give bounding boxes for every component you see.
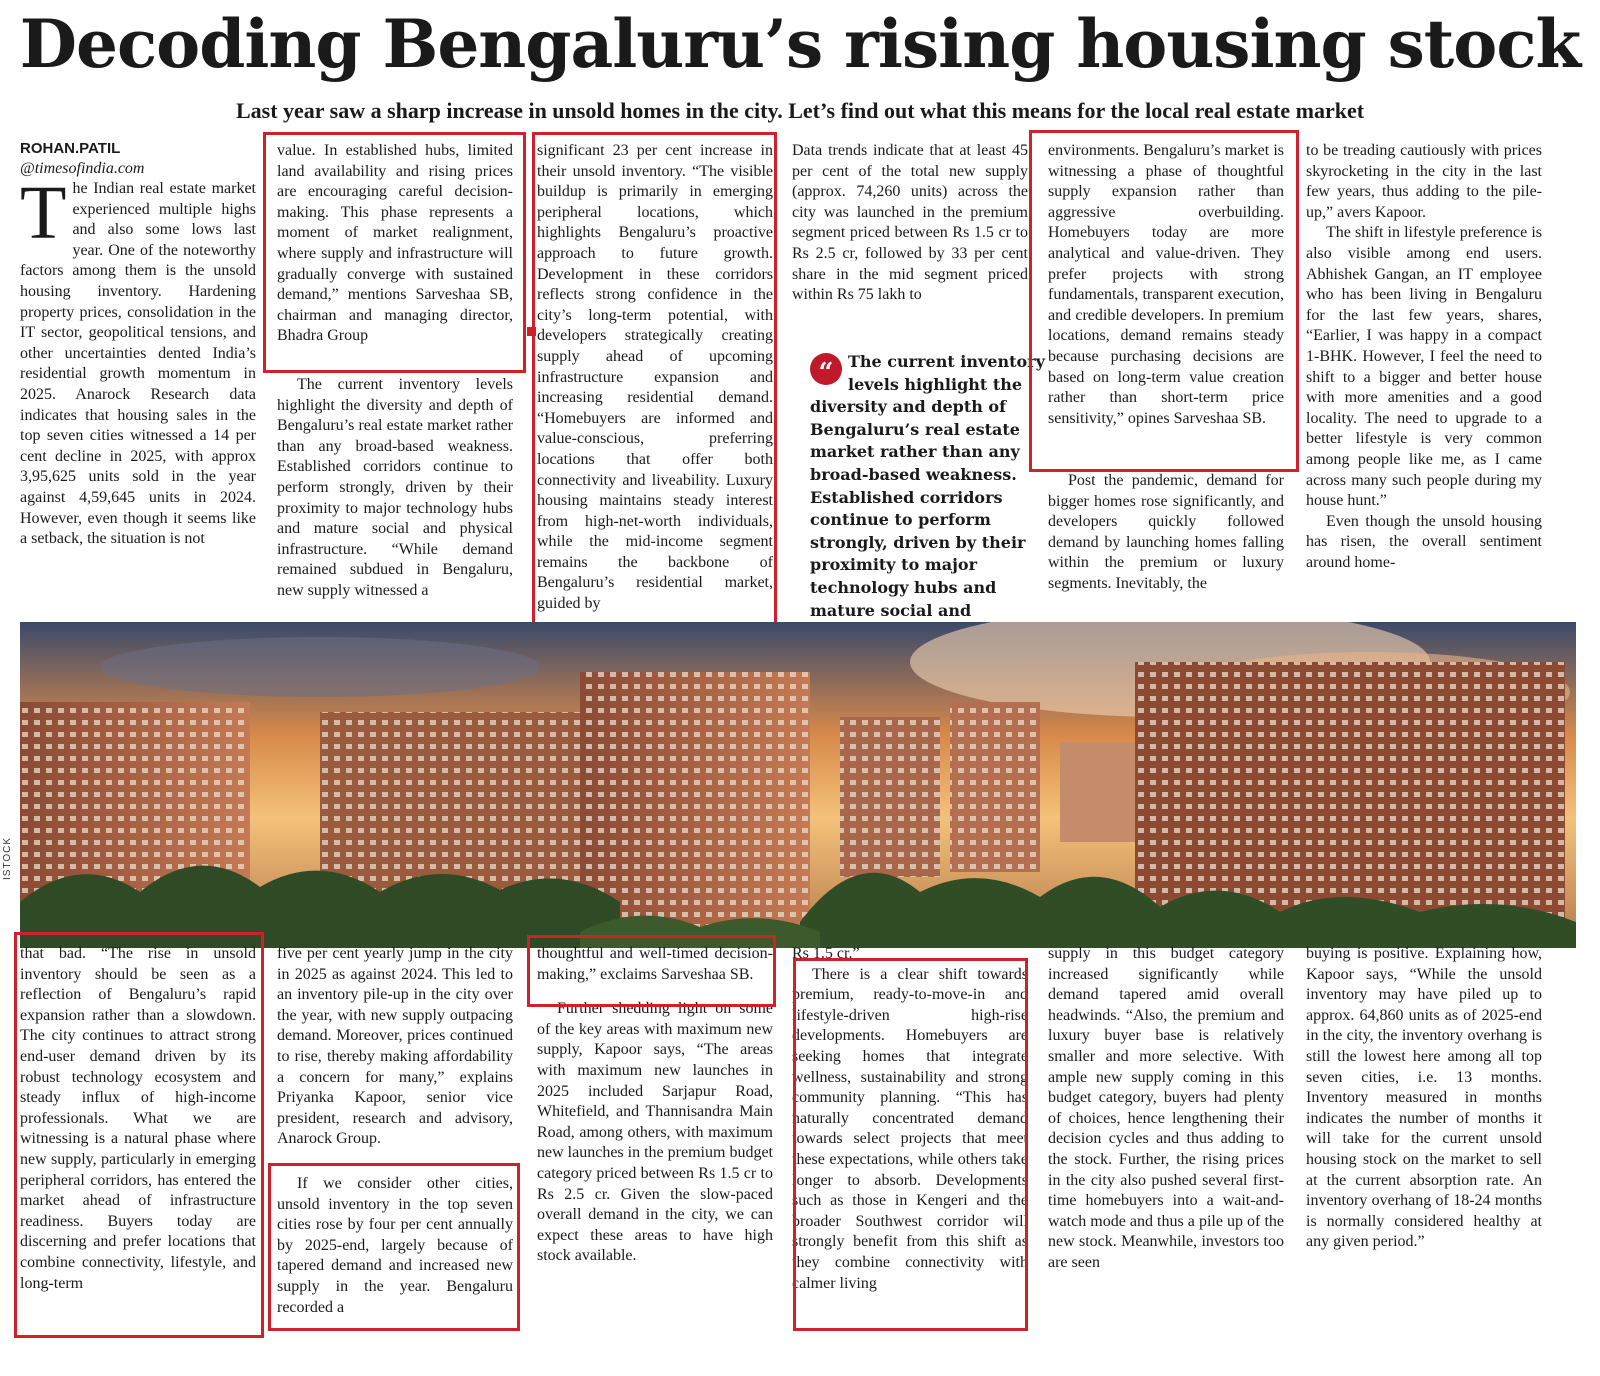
- bottom-col2-quote: If we consider other cities, unsold inventory in the top seven cities rose by four per cent annually by 2025-end, largely because of tapered demand and increased new supply in the year. Bengaluru recorded a: [277, 1175, 513, 1316]
- bottom-col4-quote: There is a clear shift towards premium, ready-to-move-in and lifestyle-driven high-rise developments. Homebuyers are seeking homes that integrate wellness, sustainability and strong community planning. “This has naturally concentrated demand towards select projects that meet these expectations, while others take longer to absorb. Developments such as those in Kengeri and the broader Southwest corridor will strongly benefit from this shift as they combine connectivity with calmer living: [792, 965, 1028, 1292]
- bottom-column-5: [1048, 944, 1284, 1328]
- bottom-col4-text-1: Rs 1.5 cr.”: [792, 945, 860, 962]
- top-col3-text: significant 23 per cent increase in their unsold inventory. “The visible buildup is primarily in emerging peripheral locations, which highlights Bengaluru’s proactive approach to future growth. Development in these corridors reflects strong confidence in the city’s long-term potential, with developers strategically creating supply ahead of upcoming infrastructure expansion and increasing residential demand. “Homebuyers are informed and value-conscious, preferring locations that offer both connectivity and liveability. Luxury housing maintains steady interest from high-net-worth individuals, while the mid-income segment remains the backbone of Bengaluru’s residential market, guided by: [537, 142, 773, 613]
- top-column-4: [792, 141, 1028, 331]
- top-col2-quote: value. In established hubs, limited land availability and rising prices are encouraging careful decision-making. This phase represents a moment of market realignment, where supply and infrastructure will gradually converge with sustained demand,” mentions Sarveshaa SB, chairman and managing director, Bhadra Group: [277, 142, 513, 345]
- highlight-box: [527, 935, 776, 1007]
- byline-name: ROHAN.PATIL: [20, 140, 121, 157]
- top-col6-text-1: to be treading cautiously with prices skyrocketing in the city in the last few years, thus adding to the pile-up,” avers Kapoor.: [1306, 142, 1542, 221]
- bottom-column-6: [1306, 944, 1542, 1328]
- quote-mark-icon: “: [810, 353, 842, 385]
- top-col1-text: [20, 171, 256, 550]
- pull-quote-text: The current inventory levels highlight the diversity and depth of Bengaluru’s real estate market rather than any broad-based weakness. Established corridors continue to perform strongly, driven by their proximity to major technology hubs and mature social and: [810, 352, 1045, 620]
- housing-photo: [20, 622, 1576, 948]
- bottom-col6-text: buying is positive. Explaining how, Kapoor says, “While the unsold inventory may have piled up to approx. 64,860 units as of 2025-end in the city, the inventory overhang is still the lowest here among all top seven cities, i.e. 13 months. Inventory measured in months indicates the number of months it will take for the current unsold housing stock on the market to sell at the current absorption rate. An inventory overhang of 18-24 months is normally considered healthy at any given period.”: [1306, 945, 1542, 1251]
- highlight-box: [263, 132, 526, 373]
- top-col4-text: Data trends indicate that at least 45 per cent of the total new supply (approx. 74,260 units) across the city was launched in the premium segment priced between Rs 1.5 cr to Rs 2.5 cr, followed by 33 per cent share in the mid segment priced within Rs 75 lakh to: [792, 142, 1028, 304]
- top-col6-text-2: The shift in lifestyle preference is also visible among end users. Abhishek Gangan, an IT employee who has been living in Bengaluru for the last few years, shares, “Earlier, I was happy in a compact 1-BHK. However, I feel the need to shift to a bigger and better house with more amenities and a good locality. The need to upgrade to a better lifestyle is very common among people like me, as I came across many such people during my house hunt.”: [1306, 224, 1542, 510]
- top-col5-quote: environments. Bengaluru’s market is witnessing a phase of thoughtful supply expansion rather than aggressive overbuilding. Homebuyers today are more analytical and value-driven. They prefer projects with strong fundamentals, transparent execution, and credible developers. In premium locations, demand remains steady because purchasing decisions are based on long-term value creation rather than short-term price sensitivity,” opines Sarveshaa SB.: [1048, 142, 1284, 427]
- highlight-box: [532, 132, 777, 626]
- pull-quote: [810, 351, 1046, 645]
- top-col6-text-3: Even though the unsold housing has risen, the overall sentiment around home-: [1306, 512, 1542, 571]
- housing-photo-illustration: [20, 622, 1576, 948]
- headline: Decoding Bengaluru’s rising housing stock: [19, 5, 1581, 83]
- highlight-box: [14, 932, 264, 1338]
- bottom-col3-text: Further shedding light on some of the key areas with maximum new supply, Kapoor says, “The areas with maximum new launches in 2025 included Sarjapur Road, Whitefield, and Thannisandra Main Road, among others, with maximum new launches in the premium budget category priced between Rs 1.5 cr to Rs 2.5 cr. Given the slow-paced overall demand in the city, we can expect these areas to have high stock available.: [537, 1000, 773, 1265]
- deck: Last year saw a sharp increase in unsold homes in the city. Let’s find out what this means for the local real estate market: [235, 98, 1365, 123]
- highlight-box: [1029, 130, 1299, 472]
- photo-credit: ISTOCK: [2, 836, 13, 880]
- top-column-1: [20, 139, 256, 617]
- top-col1-body: he Indian real estate market experienced multiple highs and also some lows last year. One of the noteworthy factors among them is the unsold housing inventory. Hardening property prices, consolidation in the IT sector, geopolitical tensions, and other uncertainties dented India’s residential growth momentum in 2025. Anarock Research data indicates that housing sales in the top seven cities witnessed a 14 per cent decline in 2025, with approx 3,95,625 units sold in the year against 4,59,645 units in 2024. However, even though it seems like a setback, the situation is not: [20, 180, 256, 548]
- bottom-col2-text: five per cent yearly jump in the city in 2025 as against 2024. This led to an inventory pile-up in the city over the year, with new supply outpacing demand. Moreover, prices continued to rise, thereby making affordability a concern for many,” explains Priyanka Kapoor, senior vice president, research and advisory, Anarock Group.: [277, 945, 513, 1148]
- bottom-col5-text: supply in this budget category increased significantly while demand tapered amid overall headwinds. “Also, the premium and luxury buyer base is relatively smaller and more selective. With ample new supply coming in this budget category, buyers had plenty of choices, hence lengthening their decision cycles and thus adding to the stock. Further, the rising prices in the city also pushed several first-time homebuyers into a wait-and-watch mode and thus a pile up of the new stock. Meanwhile, investors too are seen: [1048, 945, 1284, 1271]
- top-column-6: [1306, 141, 1542, 617]
- bottom-col1-text: that bad. “The rise in unsold inventory should be seen as a reflection of Bengaluru’s rapid expansion rather than a slowdown. The city continues to attract strong end-user demand driven by its robust technology ecosystem and steady influx of high-income professionals. What we are witnessing is a natural phase where new supply, particularly in emerging peripheral corridors, has entered the market ahead of infrastructure readiness. Buyers today are discerning and prefer locations that combine connectivity, lifestyle, and long-term: [20, 945, 256, 1292]
- top-col5-text: Post the pandemic, demand for bigger homes rose significantly, and developers quickly followed demand by launching homes falling within the premium or luxury segments. Inevitably, the: [1048, 472, 1284, 592]
- highlight-box: [793, 958, 1028, 1331]
- bottom-col3-quote: thoughtful and well-timed decision-making,” exclaims Sarveshaa SB.: [537, 945, 773, 983]
- byline-handle: @timesofindia.com: [20, 160, 145, 177]
- dropcap: T: [20, 171, 67, 255]
- top-col2-text: The current inventory levels highlight the diversity and depth of Bengaluru’s real estate market rather than any broad-based weakness. Established corridors continue to perform strongly, driven by their proximity to major technology hubs and mature social and physical infrastructure. “While demand remained subdued in Bengaluru, new supply witnessed a: [277, 376, 513, 599]
- highlight-box: [268, 1163, 520, 1331]
